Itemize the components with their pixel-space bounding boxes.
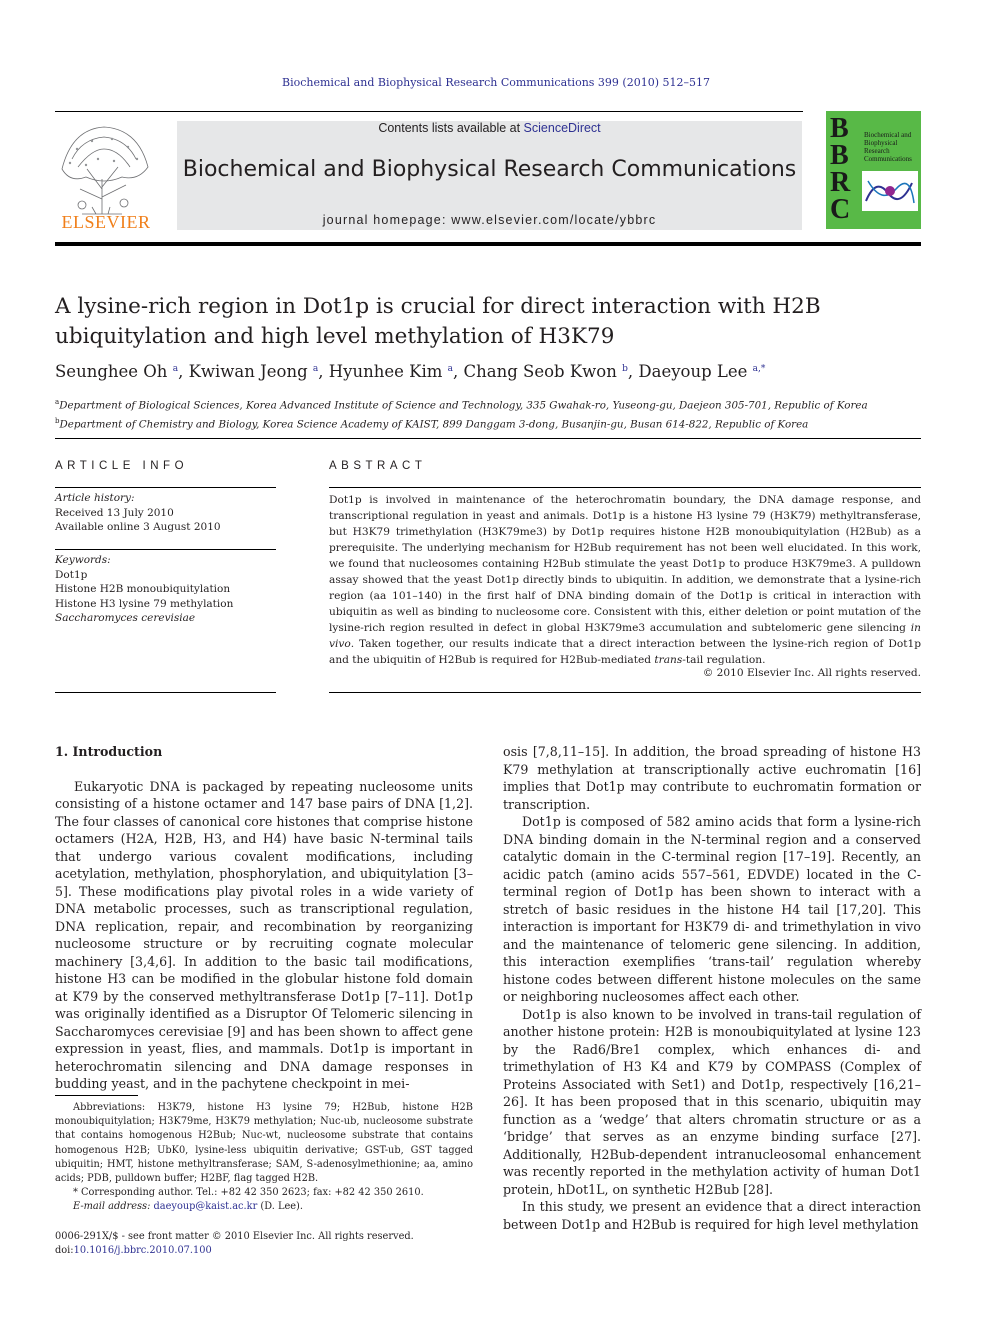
doi-label: doi:	[55, 1245, 74, 1257]
keyword: Histone H3 lysine 79 methylation	[55, 597, 234, 610]
author-name: Hyunhee Kim	[328, 362, 443, 381]
header-rule-thick	[55, 242, 921, 246]
author-affil-marker[interactable]: a,*	[752, 364, 766, 374]
elsevier-wordmark: ELSEVIER	[61, 212, 151, 232]
cover-title: Biochemical and Biophysical Research Communications	[864, 131, 912, 163]
cover-letter: B	[830, 140, 849, 171]
author-separator: ,	[627, 362, 639, 381]
abstract-italic: trans	[654, 654, 683, 666]
keywords-block	[55, 553, 276, 626]
body-column-right	[503, 743, 921, 1233]
author-affil-marker[interactable]: b	[622, 364, 628, 374]
affiliation-text: Department of Chemistry and Biology, Korea Science Academy of KAIST, 899 Danggam 3-dong, Busanjin-gu, Busan 614-822, Republic of Korea	[59, 418, 809, 431]
corresponding-author: * Corresponding author. Tel.: +82 42 350 2623; fax: +82 42 350 2610.	[73, 1187, 424, 1199]
email-label: E-mail address:	[73, 1201, 154, 1213]
article-title-line: A lysine-rich region in Dot1p is crucial for direct interaction with H2B	[55, 294, 821, 319]
keywords-heading: Keywords:	[55, 554, 111, 566]
author-separator: ,	[178, 362, 189, 381]
history-heading: Article history:	[55, 492, 135, 504]
affiliation-text: Department of Biological Sciences, Korea Advanced Institute of Science and Technology, 335 Gwahak-ro, Yuseong-gu, Daejeon 305-701, Republic of Korea	[59, 399, 868, 412]
email-line	[55, 1200, 473, 1214]
abstract-part: . Taken together, our results indicate that a direct interaction between the lysine-rich region of Dot1p and the ubiquitin of H2Bub is required for H2Bub-mediated	[329, 638, 921, 666]
doi-line	[55, 1244, 473, 1258]
footnote-rule	[55, 1095, 138, 1096]
author-separator: ,	[318, 362, 329, 381]
keywords-rule	[55, 549, 276, 550]
affiliation-marker: b	[55, 416, 60, 425]
author-affil-marker[interactable]: a	[312, 364, 319, 374]
keyword: Histone H2B monoubiquitylation	[55, 583, 231, 595]
section-heading: 1. Introduction	[55, 744, 163, 759]
abstract-part: Dot1p is involved in maintenance of the heterochromatin boundary, the DNA damage response, and transcriptional regulation in yeast and animals. Dot1p is a histone H3 lysine 79 (H3K79) methyltransferase, but H3K79 trimethylation (H3K79me3) by Dot1p requires histone H2B monoubiquitylation (H2Bub) as a prerequisite. The underlying mechanism for H2Bub requirement has not been well elucidated. In this work, we found that nucleosomes containing H2Bub stimulate the yeast Dot1p to produce H3K79me3. A pulldown assay showed that the yeast Dot1p directly binds to ubiquitin. In addition, we demonstrate that a lysine-rich region (aa 101–140) in the first half of DNA binding domain of the Dot1p is critical in interaction with ubiquitin as well as binding to nucleosome core. Consistent with this, either deletion or point mutation of the lysine-rich region resulted in defect in global H3K79me3 accumulation and subtelomeric gene silencing	[329, 494, 921, 634]
affiliation-marker: a	[55, 398, 60, 406]
article-title	[55, 292, 915, 352]
cover-letter: B	[830, 113, 849, 144]
author-affil-marker[interactable]: a	[447, 364, 454, 374]
cover-artwork	[862, 171, 918, 211]
doi-link[interactable]: 10.1016/j.bbrc.2010.07.100	[73, 1245, 212, 1257]
intro-paragraph: Eukaryotic DNA is packaged by repeating nucleosome units consisting of a histone octamer and 147 base pairs of DNA [1,2]. The four classes of canonical core histones that comprise histone octamers (H2A, H2B, H3, and H4) have basic N-terminal tails that undergo various covalent modifications, including acetylation, methylation, phosphorylation, and ubiquitylation [3–5]. These modifications play pivotal roles in a wide variety of DNA metabolic processes, such as transcriptional regulation, DNA replication, repair, and recombination by reorganizing nucleosome structure or by recruiting cognate molecular machinery [3,4,6]. In addition to the basic tail modifications, histone H3 can be modified in the globular histone fold domain at K79 by the conserved methyltransferase Dot1p [7–11]. Dot1p was originally identified as a Disruptor Of Telomeric silencing in Saccharomyces cerevisiae [9] and has been shown to affect gene expression in yeast, flies, and mammals. Dot1p is important in heterochromatin silencing and DNA damage responses in budding yeast, and in the pachytene checkpoint in mei-	[55, 778, 473, 1091]
abstract-rule-bottom	[329, 692, 921, 693]
intro-paragraph-continued: osis [7,8,11–15]. In addition, the broad spreading of histone H3 K79 methylation at transcriptionally active euchromatin [16] implies that Dot1p may contribute to euchromatin formation or transcription.	[503, 744, 921, 812]
abstract-italic: in vivo	[329, 622, 921, 650]
affiliations	[55, 395, 915, 433]
author-affil-marker[interactable]: a	[172, 364, 179, 374]
journal-name: Biochemical and Biophysical Research Communications	[182, 157, 797, 182]
keyword: Dot1p	[55, 568, 88, 581]
cover-letter: C	[830, 194, 851, 225]
article-info-rule	[55, 487, 276, 488]
journal-reference[interactable]: Biochemical and Biophysical Research Communications 399 (2010) 512–517	[282, 76, 710, 89]
email-link[interactable]: daeyoup@kaist.ac.kr	[153, 1201, 258, 1213]
author-name: Kwiwan Jeong	[188, 362, 308, 381]
contents-line	[177, 121, 802, 135]
issn-line: 0006-291X/$ - see front matter © 2010 Elsevier Inc. All rights reserved.	[55, 1231, 414, 1242]
intro-paragraph: In this study, we present an evidence that a direct interaction between Dot1p and H2Bub is required for high level methylation	[503, 1199, 921, 1232]
bottom-notes	[55, 1230, 473, 1258]
footnotes	[55, 1101, 473, 1215]
abstract-label: ABSTRACT	[329, 460, 427, 472]
article-info-label: ARTICLE INFO	[55, 460, 189, 472]
cover-letters	[830, 115, 856, 223]
abstract-copyright: © 2010 Elsevier Inc. All rights reserved.	[702, 667, 921, 679]
body-column-left	[55, 743, 473, 1093]
intro-paragraph: Dot1p is also known to be involved in trans-tail regulation of another histone protein: H2B is monoubiquitylated at lysine 123 by the Rad6/Bre1 complex, which enhances di- and trimethylation of H3 K4 and K79 by COMPASS (Complex of Proteins Associated with Set1) and Dot1p, respectively [16,21–26]. It has been proposed that in this scenario, ubiquitin may function as a ‘wedge’ that alters chromatin structure or as a ‘bridge’ that serves as an enzyme binding surface [27]. Additionally, H2Bub-dependent intranucleosomal enhancement was recently reported in the methylation activity of human Dot1 protein, hDot1L, on synthetic H2Bub [28].	[503, 1006, 921, 1197]
contents-prefix: Contents lists available at	[378, 121, 524, 135]
affiliation	[55, 414, 915, 433]
keyword: Saccharomyces cerevisiae	[55, 612, 196, 624]
received-date: Received 13 July 2010	[55, 506, 174, 519]
author-name: Daeyoup Lee	[638, 362, 748, 381]
article-title-line: ubiquitylation and high level methylation of H3K79	[55, 324, 615, 349]
abstract-part: -tail regulation.	[682, 654, 766, 666]
journal-homepage[interactable]: journal homepage: www.elsevier.com/locate/ybbrc	[322, 213, 657, 227]
affiliation	[55, 395, 915, 414]
abbreviations-footnote: Abbreviations: H3K79, histone H3 lysine 79; H2Bub, histone H2B monoubiquitylation; H3K79me, H3K79 methylation; Nuc-ub, nucleosome substrate that contains homogenous H2Bub; Nuc-wt, nucleosome substrate that contains homogenous H2B; UbK0, lysine-less ubiquitin derivative; GST-ub, GST tagged ubiquitin; HMT, histone methyltransferase; SAM, S-adenosylmethionine; aa, amino acids; PDB, pulldown buffer; H2BF, flag tagged H2B.	[55, 1102, 473, 1185]
online-date: Available online 3 August 2010	[55, 521, 221, 533]
abstract-rule	[329, 487, 921, 488]
cover-letter: R	[830, 167, 851, 198]
article-history	[55, 491, 276, 535]
intro-paragraph: Dot1p is composed of 582 amino acids that form a lysine-rich DNA binding domain in the N-terminal region and a conserved catalytic domain in the C-terminal region [17–19]. Recently, an acidic patch (amino acids 557–561, EDVDE) located in the C-terminal region of Dot1p has been shown to interact with a stretch of basic residues in the histone H4 tail [17,20]. This interaction is important for H3K79 di- and trimethylation in vivo and the maintenance of telomeric gene silencing. In addition, this interaction exemplifies ‘trans-tail’ regulation whereby histone codes between different histone molecules on the same or neighboring nucleosomes affect each other.	[503, 814, 921, 1004]
abstract-text	[329, 492, 921, 668]
email-suffix: (D. Lee).	[257, 1201, 303, 1213]
article-info-rule-bottom	[55, 692, 276, 693]
title-block-rule	[55, 438, 921, 439]
header-rule-top	[55, 111, 803, 112]
author-list	[55, 362, 915, 381]
author-separator: ,	[453, 362, 464, 381]
author-name: Seunghee Oh	[55, 362, 168, 381]
author-name: Chang Seob Kwon	[463, 362, 617, 381]
sciencedirect-link[interactable]: ScienceDirect	[523, 121, 601, 135]
journal-cover-thumbnail	[826, 111, 921, 229]
